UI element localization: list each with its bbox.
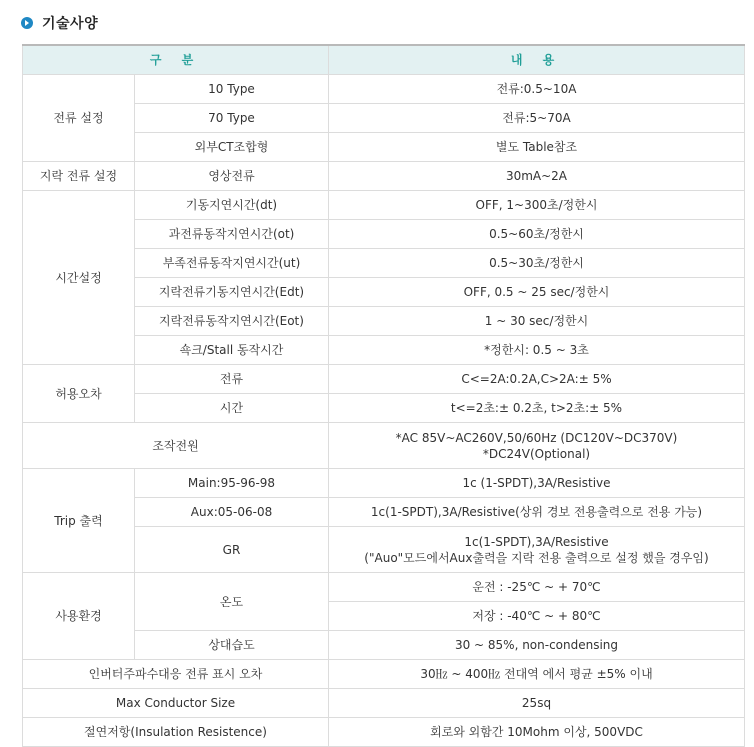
row-item: 영상전류 [135,162,329,191]
row-item: Aux:05-06-08 [135,498,329,527]
row-item: 외부CT조합형 [135,133,329,162]
gr-line-1: 1c(1-SPDT),3A/Resistive [464,534,609,549]
row-value: 30㎐ ~ 400㎐ 전대역 에서 평균 ±5% 이내 [329,660,745,689]
row-item: 지락전류기동지연시간(Edt) [135,278,329,307]
row-value: 0.5~60초/정한시 [329,220,745,249]
row-value: 운전 : -25℃ ~ + 70℃ [329,573,745,602]
header-category: 구 분 [23,45,329,75]
group-ground-setting: 지락 전류 설정 [23,162,135,191]
group-trip-output: Trip 출력 [23,469,135,573]
row-value: 전류:0.5~10A [329,75,745,104]
row-item: Main:95-96-98 [135,469,329,498]
row-item: 지락전류동작지연시간(Eot) [135,307,329,336]
row-value: 1c (1-SPDT),3A/Resistive [329,469,745,498]
group-max-conductor: Max Conductor Size [23,689,329,718]
header-content: 내 용 [329,45,745,75]
table-row [23,191,745,220]
row-item: 상대습도 [135,631,329,660]
row-value: 25sq [329,689,745,718]
row-value: 저장 : -40℃ ~ + 80℃ [329,602,745,631]
row-value: 회로와 외함간 10Mohm 이상, 500VDC [329,718,745,747]
table-row [23,423,745,469]
row-value: OFF, 0.5 ~ 25 sec/정한시 [329,278,745,307]
row-item: 전류 [135,365,329,394]
group-environment: 사용환경 [23,573,135,660]
row-item: 쇽크/Stall 동작시간 [135,336,329,365]
group-current-setting: 전류 설정 [23,75,135,162]
table-row [23,689,745,718]
table-row [23,162,745,191]
page-title: 기술사양 [42,16,99,32]
row-value: *정한시: 0.5 ~ 3초 [329,336,745,365]
row-value: 1c(1-SPDT),3A/Resistive(상위 경보 전용출력으로 전용 가능) [329,498,745,527]
spec-table [22,44,745,747]
table-row [23,573,745,602]
row-item: 10 Type [135,75,329,104]
table-row [23,660,745,689]
group-time-setting: 시간설정 [23,191,135,365]
row-item: 온도 [135,573,329,631]
row-value: OFF, 1~300초/정한시 [329,191,745,220]
row-item: 70 Type [135,104,329,133]
row-value: C<=2A:0.2A,C>2A:± 5% [329,365,745,394]
row-value [329,527,745,573]
section-heading [21,12,98,34]
row-item: GR [135,527,329,573]
gr-line-2: ("Auo"모드에서Aux출력을 지락 전용 출력으로 설정 했을 경우임) [364,550,709,565]
row-value: 전류:5~70A [329,104,745,133]
row-value: 0.5~30초/정한시 [329,249,745,278]
row-value: 30mA~2A [329,162,745,191]
row-value [329,423,745,469]
row-value: 30 ~ 85%, non-condensing [329,631,745,660]
power-line-1: *AC 85V~AC260V,50/60Hz (DC120V~DC370V) [395,430,678,445]
row-item: 시간 [135,394,329,423]
arrow-bullet-icon [21,17,33,29]
row-item: 과전류동작지연시간(ot) [135,220,329,249]
group-inverter-error: 인버터주파수대응 전류 표시 오차 [23,660,329,689]
row-value: 1 ~ 30 sec/정한시 [329,307,745,336]
power-line-2: *DC24V(Optional) [482,446,591,461]
row-item: 기동지연시간(dt) [135,191,329,220]
table-row [23,469,745,498]
row-value: 별도 Table참조 [329,133,745,162]
row-value: t<=2초:± 0.2초, t>2초:± 5% [329,394,745,423]
table-row [23,75,745,104]
group-insulation: 절연저항(Insulation Resistence) [23,718,329,747]
row-item: 부족전류동작지연시간(ut) [135,249,329,278]
group-control-power: 조작전원 [23,423,329,469]
table-row [23,365,745,394]
group-tolerance: 허용오차 [23,365,135,423]
table-row [23,718,745,747]
table-header-row [23,45,745,75]
